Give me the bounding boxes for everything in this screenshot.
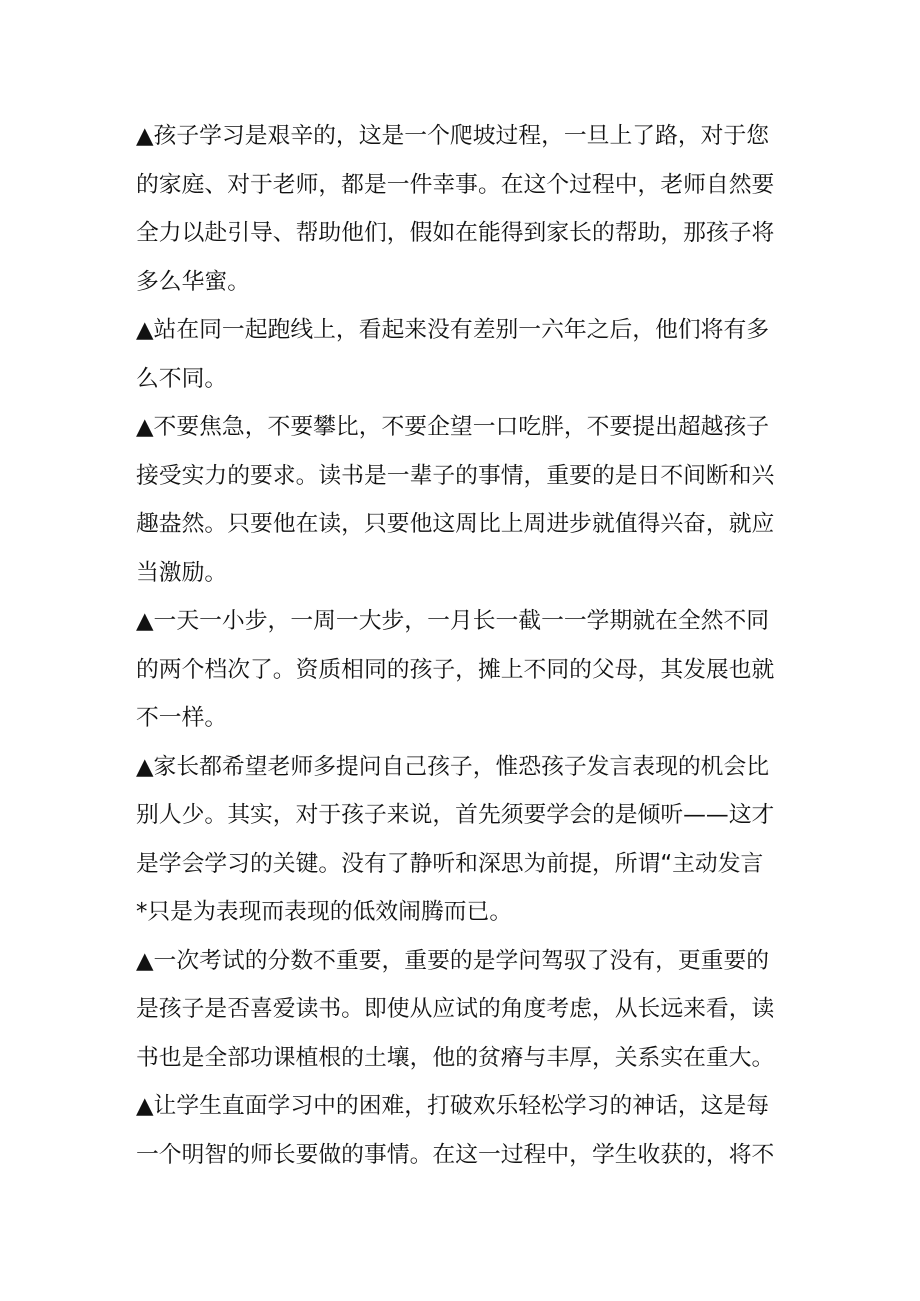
text-line: 趣盎然。只要他在读，只要他这周比上周进步就值得兴奋，就应 bbox=[136, 511, 775, 537]
text-line: 一个明智的师长要做的事情。在这一过程中，学生收获的，将不 bbox=[136, 1141, 775, 1168]
text-line: ▲一天一小步，一周一大步，一月长一截一一学期就在全然不同 bbox=[136, 608, 770, 634]
text-line: 是学会学习的关键。没有了静听和深思为前提，所谓“主动发言 bbox=[136, 850, 764, 877]
text-line: ▲孩子学习是艰辛的，这是一个爬坡过程，一旦上了路，对于您 bbox=[136, 123, 770, 149]
text-line: 多么华蜜。 bbox=[136, 268, 250, 295]
text-line: 别人少。其实，对于孩子来说，首先须要学会的是倾听——这才 bbox=[136, 802, 775, 828]
text-line: ▲家长都希望老师多提问自己孩子，惟恐孩子发言表现的机会比 bbox=[136, 753, 770, 780]
text-line: 全力以赴引导、帮助他们，假如在能得到家长的帮助，那孩子将 bbox=[136, 220, 775, 246]
text-line: ▲不要焦急，不要攀比，不要企望一口吃胖，不要提出超越孩子 bbox=[136, 414, 770, 440]
text-line: *只是为表现而表现的低效闹腾而已。 bbox=[136, 899, 513, 925]
text-line: ▲站在同一起跑线上，看起来没有差别一六年之后，他们将有多 bbox=[136, 317, 770, 343]
text-line: ▲让学生直面学习中的困难，打破欢乐轻松学习的神话，这是每 bbox=[136, 1093, 770, 1119]
text-line: ▲一次考试的分数不重要，重要的是学问驾驭了没有，更重要的 bbox=[136, 947, 770, 974]
document-body bbox=[136, 112, 786, 1179]
text-line: 书也是全部功课植根的土壤，他的贫瘠与丰厚，关系实在重大。 bbox=[136, 1044, 775, 1071]
text-line: 么不同。 bbox=[136, 365, 228, 392]
text-line: 当激励。 bbox=[136, 559, 228, 586]
text-line: 是孩子是否喜爱读书。即使从应试的角度考虑，从长远来看，读 bbox=[136, 996, 775, 1022]
text-line: 的家庭、对于老师，都是一件幸事。在这个过程中，老师自然要 bbox=[136, 171, 775, 198]
text-line: 的两个档次了。资质相同的孩子，摊上不同的父母，其发展也就 bbox=[136, 656, 775, 683]
text-line: 接受实力的要求。读书是一辈子的事情，重要的是日不间断和兴 bbox=[136, 462, 775, 489]
text-line: 不一样。 bbox=[136, 705, 228, 731]
